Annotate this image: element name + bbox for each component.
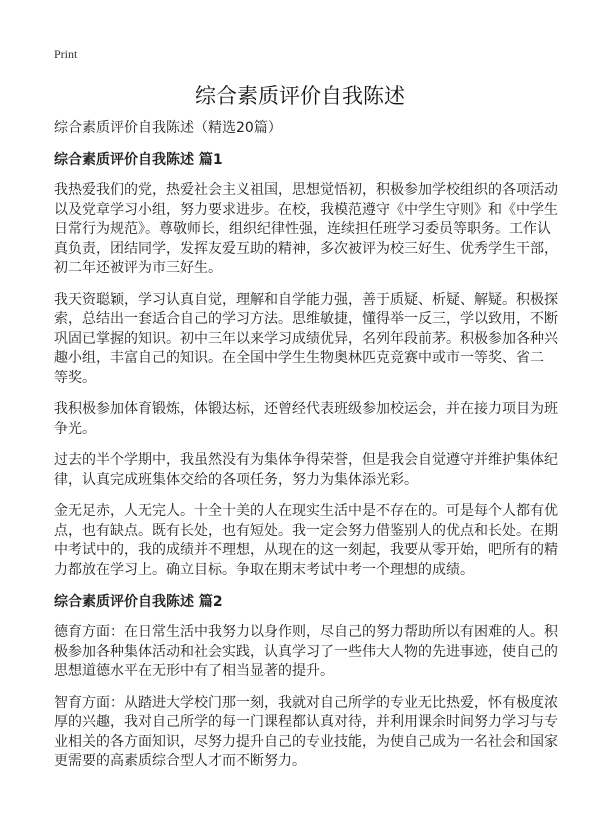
section-heading: 综合素质评价自我陈述 篇1 [54,152,223,168]
section-1 [54,150,558,580]
paragraph-line: 以及党章学习小组，努力要求进步。在校，我模范遵守《中学生守则》和《中学生 [54,201,558,218]
paragraph-line: 我热爱我们的党，热爱社会主义祖国，思想觉悟初，积极参加学校组织的各项活动 [54,182,558,198]
paragraph-line: 争光。 [54,420,96,437]
paragraph-line: 真负责，团结同学，发挥友爱互助的精神，多次被评为校三好生、优秀学生干部， [54,240,558,257]
paragraph [54,451,558,490]
paragraph [54,291,558,389]
paragraph-line: 金无足赤，人无完人。十全十美的人在现实生活中是不存在的。可是每个人都有优 [54,503,558,519]
paragraph-line: 日常行为规范》。尊敬师长，组织纪律性强，连续担任班学习委员等职务。工作认 [54,221,551,237]
paragraph-line: 更需要的高素质综合型人才而不断努力。 [54,753,306,769]
paragraph-line: 极参加各种集体活动和社会实践，认真学习了一些伟大人物的先进事迹，使自己的 [54,643,558,660]
paragraph-line: 巩固已掌握的知识。初中三年以来学习成绩优异，名列年段前茅。积极参加各种兴 [54,330,558,347]
paragraph-line: 过去的半个学期中，我虽然没有为集体争得荣誉，但是我会自觉遵守并维护集体纪 [54,452,558,468]
section-heading: 综合素质评价自我陈述 篇2 [54,594,223,610]
paragraph-line: 厚的兴趣，我对自己所学的每一门课程都认真对待，并利用课余时间努力学习与专 [54,714,558,730]
paragraph-line: 我积极参加体育锻炼，体锻达标，还曾经代表班级参加校运会，并在接力项目为班 [54,401,558,417]
paragraph-line: 德育方面：在日常生活中我努力以身作则，尽自己的努力帮助所以有困难的人。积 [54,624,558,640]
paragraph-line: 中考试中的，我的成绩并不理想，从现在的这一刻起，我要从零开始，吧所有的精 [54,542,558,558]
paragraph-line: 力都放在学习上。确立目标。争取在期末考试中考一个理想的成绩。 [54,561,474,578]
paragraph [54,181,558,279]
paragraph-line: 初二年还被评为市三好生。 [54,260,222,276]
paragraph-line: 等奖。 [54,369,96,386]
paragraph [54,400,558,439]
print-link[interactable]: Print [54,47,78,61]
paragraph-line: 思想道德水平在无形中有了相当显著的提升。 [54,663,334,679]
document-body [54,118,558,784]
paragraph-line: 智育方面：从踏进大学校门那一刻，我就对自己所学的专业无比热爱，怀有极度浓 [54,694,558,711]
sections [54,150,558,772]
paragraph-line: 业相关的各方面知识，尽努力提升自己的专业技能，为使自己成为一名社会和国家 [54,733,558,750]
paragraph-line: 趣小组，丰富自己的知识。在全国中学生生物奥林匹克竞赛中或市一等奖、省二 [54,350,544,366]
paragraph [54,694,558,772]
section-2 [54,592,558,772]
paragraph [54,502,558,580]
paragraph-line: 我天资聪颖，学习认真自觉，理解和自学能力强，善于质疑、析疑、解疑。积极探 [54,291,558,308]
document-subtitle: 综合素质评价自我陈述（精选20篇） [54,120,282,136]
paragraph-line: 律，认真完成班集体交给的各项任务，努力为集体添光彩。 [54,471,418,488]
paragraph-line: 索，总结出一套适合自己的学习方法。思维敏捷，懂得举一反三，学以致用，不断 [54,311,558,327]
paragraph [54,623,558,682]
page-title: 综合素质评价自我陈述 [195,84,405,108]
paragraph-line: 点，也有缺点。既有长处，也有短处。我一定会努力借鉴别人的优点和长处。在期 [54,522,558,539]
